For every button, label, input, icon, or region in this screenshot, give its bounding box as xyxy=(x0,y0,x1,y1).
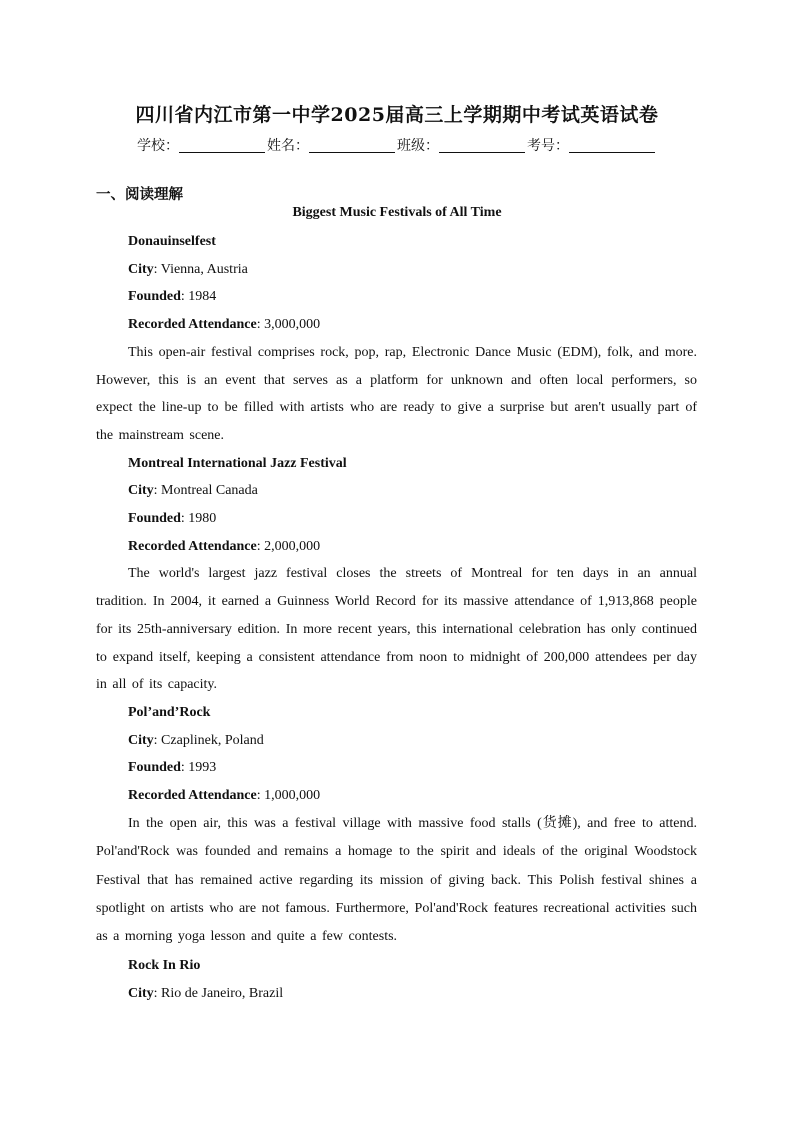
student-info-row xyxy=(0,135,794,155)
festival-city xyxy=(96,477,697,505)
festival-name: Pol’and’Rock xyxy=(128,704,211,720)
founded-label: Founded xyxy=(128,289,181,305)
name-blank xyxy=(309,138,395,153)
festival-founded xyxy=(96,505,697,533)
founded-label: Founded xyxy=(128,760,181,776)
festival-attendance xyxy=(96,782,697,810)
city-label: City xyxy=(128,483,154,499)
class-label: 班级： xyxy=(397,138,439,154)
founded-value: : 1984 xyxy=(180,289,217,305)
attendance-value: : 2,000,000 xyxy=(256,538,321,554)
city-label: City xyxy=(128,261,154,277)
founded-label: Founded xyxy=(128,511,181,527)
school-blank xyxy=(179,138,265,153)
festival-founded xyxy=(96,754,697,782)
class-blank xyxy=(439,138,525,153)
festival-description: This open-air festival comprises rock, pop, rap, Electronic Dance Music (EDM), folk, and more. However, this is an event that serves as a platform for unknown and often local performers, so expect the line-up to be filled with artists who are ready to give a surprise but aren't usually part of the mainstream scene. xyxy=(96,344,697,443)
festival-name: Rock In Rio xyxy=(128,957,201,973)
name-label: 姓名： xyxy=(267,138,309,154)
city-value: : Vienna, Austria xyxy=(153,261,248,277)
festival-description: The world's largest jazz festival closes the streets of Montreal for ten days in an annual tradition. In 2004, it earned a Guinness World Record for its massive attendance of 1,913,868 people for its 25th-anniversary edition. In more recent years, this international celebration has only continued to expand itself, keeping a consistent attendance from noon to midnight of 200,000 attendees per day in all of its capacity. xyxy=(96,566,697,693)
article-title: Biggest Music Festivals of All Time xyxy=(292,205,502,220)
festival-description: In the open air, this was a festival village with massive food stalls (货摊), and free to attend. Pol'and'Rock was founded and remains a homage to the spirit and ideals of the original Woodstock Festival that has remained active regarding its mission of giving back. This Polish festival shines a spotlight on artists who are not famous. Furthermore, Pol'and'Rock features recreational activities such as a morning yoga lesson and quite a few contests. xyxy=(96,815,697,945)
attendance-label: Recorded Attendance xyxy=(128,317,257,333)
attendance-label: Recorded Attendance xyxy=(128,538,257,554)
festival-founded xyxy=(96,283,697,311)
festival-city xyxy=(96,980,697,1008)
festival-name: Montreal International Jazz Festival xyxy=(128,455,347,471)
city-value: : Rio de Janeiro, Brazil xyxy=(153,985,284,1001)
festival-attendance xyxy=(96,311,697,339)
founded-value: : 1993 xyxy=(180,760,217,776)
attendance-label: Recorded Attendance xyxy=(128,788,257,804)
city-label: City xyxy=(128,732,154,748)
festival-attendance xyxy=(96,533,697,561)
school-label: 学校： xyxy=(137,138,179,154)
attendance-value: : 3,000,000 xyxy=(256,317,321,333)
exam-number-blank xyxy=(569,138,655,153)
city-value: : Czaplinek, Poland xyxy=(153,732,264,748)
exam-number-label: 考号： xyxy=(527,138,569,154)
section-heading: 一、阅读理解 xyxy=(96,187,183,203)
founded-value: : 1980 xyxy=(180,511,217,527)
city-value: : Montreal Canada xyxy=(153,483,258,499)
attendance-value: : 1,000,000 xyxy=(256,788,321,804)
page-title: 四川省内江市第一中学2025届高三上学期期中考试英语试卷 xyxy=(135,104,659,126)
festival-name: Donauinselfest xyxy=(128,234,216,249)
festival-city xyxy=(96,256,697,284)
article-body xyxy=(96,228,697,1007)
city-label: City xyxy=(128,985,154,1001)
festival-city xyxy=(96,727,697,755)
